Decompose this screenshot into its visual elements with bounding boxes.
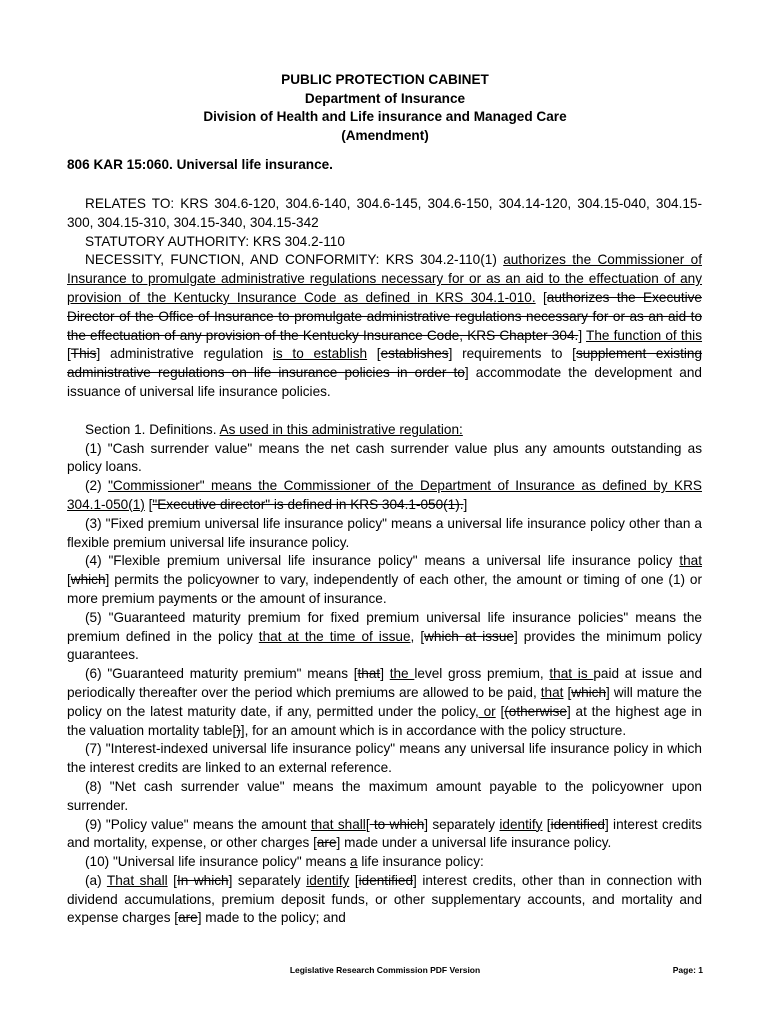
text-run: ] requirements to [ bbox=[448, 346, 576, 362]
inserted-text: the bbox=[389, 666, 415, 682]
inserted-text: identify bbox=[499, 816, 543, 832]
text-run: [ bbox=[542, 816, 551, 832]
text-run: [ bbox=[495, 703, 505, 719]
inserted-text: that bbox=[679, 553, 702, 569]
inserted-text: that bbox=[540, 684, 564, 700]
text-run: ] provides the minimum policy guarantees. bbox=[67, 628, 702, 663]
statutory-authority-paragraph: STATUTORY AUTHORITY: KRS 304.2-110 bbox=[85, 233, 345, 249]
text-run: ] at the highest age in the valuation mortality table[ bbox=[67, 703, 702, 738]
text-run: (5) "Guaranteed maturity premium for fixed premium universal life insurance policies" means the premium defined in the policy bbox=[67, 609, 702, 644]
text-run: (a) bbox=[85, 872, 107, 888]
deleted-text: identified bbox=[550, 816, 605, 832]
deleted-text: This bbox=[70, 346, 97, 362]
text-run: [ bbox=[535, 289, 547, 305]
definition-1: (1) "Cash surrender value" means the net cash surrender value plus any amounts outstanding as policy loans. bbox=[67, 440, 702, 475]
deleted-text: to which bbox=[369, 816, 425, 832]
definition-10-a bbox=[67, 872, 702, 928]
text-run: [ bbox=[167, 872, 177, 888]
department-name: Department of Insurance bbox=[304, 90, 466, 106]
deleted-text: identified bbox=[358, 872, 414, 888]
regulation-body bbox=[67, 195, 702, 928]
text-run: life insurance policy: bbox=[357, 854, 484, 870]
deleted-text: ) bbox=[236, 722, 241, 738]
definition-3: (3) "Fixed premium universal life insurance policy" means a universal life insurance policy other than a flexible premium universal life insurance policy. bbox=[67, 515, 702, 550]
definition-8: (8) "Net cash surrender value" means the maximum amount payable to the policyowner upon surrender. bbox=[67, 778, 702, 813]
deleted-text: authorizes the Executive Director of the Office of Insurance to promulgate administrative regulations necessary for or as an aid to the effectuation of any provision of the Kentucky Insurance Code, KRS Chapter 304. bbox=[67, 289, 702, 343]
footer-source: Legislative Research Commission PDF Version bbox=[289, 965, 481, 975]
inserted-text: , or bbox=[475, 703, 496, 719]
text-run: ] accommodate the development and issuance of universal life insurance policies. bbox=[67, 365, 702, 399]
text-run: (6) "Guaranteed maturity premium" means [ bbox=[85, 666, 358, 682]
text-run: (10) "Universal life insurance policy" means bbox=[85, 854, 351, 870]
text-run: ] made to the policy; and bbox=[197, 910, 346, 926]
page-number: Page: 1 bbox=[672, 965, 703, 975]
text-run: (2) bbox=[85, 478, 109, 494]
definition-5 bbox=[67, 609, 702, 665]
deleted-text: which bbox=[571, 684, 607, 700]
deleted-text: In which bbox=[176, 872, 229, 888]
deleted-text: "Executive director" is defined in KRS 304.1-050(1). bbox=[152, 496, 464, 512]
inserted-text: a bbox=[350, 854, 358, 870]
relates-to-paragraph: RELATES TO: KRS 304.6-120, 304.6-140, 304.6-145, 304.6-150, 304.14-120, 304.15-040, 304.15-300, 304.15-310, 304.15-340, 304.15-342 bbox=[67, 196, 702, 230]
definition-9 bbox=[67, 816, 702, 854]
text-run: NECESSITY, FUNCTION, AND CONFORMITY: KRS 304.2-110(1) bbox=[85, 252, 504, 268]
text-run: ] bbox=[578, 327, 587, 343]
regulation-title: 806 KAR 15:060. Universal life insurance. bbox=[67, 157, 333, 172]
deleted-text: which at issue bbox=[424, 628, 514, 644]
document-header bbox=[0, 71, 770, 145]
text-run: paid at issue and periodically thereafter over the period which premiums are allowed to be paid, bbox=[67, 666, 702, 700]
inserted-text: is to establish bbox=[272, 346, 368, 362]
text-run: [ bbox=[367, 346, 381, 362]
text-run: [ bbox=[349, 872, 359, 888]
inserted-text: that at the time of issue, bbox=[258, 628, 415, 644]
necessity-function-conformity-paragraph bbox=[67, 251, 702, 401]
deleted-text: establishes bbox=[380, 346, 449, 362]
text-run: ], for an amount which is in accordance with the policy structure. bbox=[240, 722, 627, 738]
text-run: [ bbox=[67, 346, 71, 362]
text-run: level gross premium, bbox=[414, 666, 550, 682]
definition-4 bbox=[67, 552, 702, 608]
text-run: ] interest credits, other than in connection with dividend accumulations, premium deposit funds, or other supplementary accounts, and mortality and expense charges [ bbox=[67, 872, 702, 926]
inserted-text: authorizes the Commissioner of Insurance to promulgate administrative regulations necessary for or as an aid to the effectuation of any provision of the Kentucky Insurance Code as defined in KRS 304.1-010. bbox=[67, 252, 702, 305]
cabinet-name: PUBLIC PROTECTION CABINET bbox=[281, 72, 489, 87]
inserted-text: "Commissioner" means the Commissioner of the Department of Insurance as defined by KRS 304.1-050(1) bbox=[67, 478, 702, 512]
inserted-text: As used in this administrative regulation: bbox=[219, 421, 463, 437]
definition-2 bbox=[67, 477, 702, 515]
definition-10 bbox=[67, 853, 702, 872]
text-run: ] administrative regulation bbox=[96, 346, 273, 362]
text-run: ] permits the policyowner to vary, independently of each other, the amount or timing of one (1) or more premium payments or the amount of insurance. bbox=[67, 572, 702, 606]
text-run: [ bbox=[67, 572, 71, 588]
inserted-text: identify bbox=[306, 872, 350, 888]
text-run: (9) "Policy value" means the amount bbox=[85, 816, 311, 832]
text-run: [ bbox=[144, 496, 153, 512]
definition-6 bbox=[67, 665, 702, 740]
text-run: ] interest credits and mortality, expense, or other charges [ bbox=[67, 816, 702, 851]
text-run: (4) "Flexible premium universal life insurance policy" means a universal life insurance policy bbox=[85, 553, 680, 569]
text-run: Section 1. Definitions. bbox=[85, 421, 220, 437]
deleted-text: that bbox=[357, 666, 381, 682]
text-run: ] made under a universal life insurance policy. bbox=[336, 835, 612, 851]
deleted-text: which bbox=[70, 572, 106, 588]
deleted-text: are bbox=[316, 835, 337, 851]
text-run: ] bbox=[380, 666, 390, 682]
amendment-label: (Amendment) bbox=[341, 127, 429, 143]
text-run: [ bbox=[365, 816, 370, 832]
deleted-text: (otherwise bbox=[504, 703, 567, 719]
text-run: [ bbox=[414, 628, 425, 644]
inserted-text: That shall bbox=[106, 872, 168, 888]
text-run: ] separately bbox=[228, 872, 307, 888]
deleted-text: are bbox=[178, 910, 198, 926]
section-1-heading bbox=[67, 421, 702, 440]
text-run: ] bbox=[463, 496, 468, 512]
inserted-text: that is bbox=[549, 666, 594, 682]
text-run: ] will mature the policy on the latest maturity date, if any, permitted under the policy bbox=[67, 684, 702, 719]
definition-7: (7) "Interest-indexed universal life insurance policy" means any universal life insurance policy in which the interest credits are linked to an external reference. bbox=[67, 741, 702, 776]
division-name: Division of Health and Life insurance and Managed Care bbox=[203, 109, 567, 124]
deleted-text: supplement existing administrative regulations on life insurance policies in order to bbox=[67, 346, 703, 381]
text-run: [ bbox=[563, 684, 572, 700]
text-run: ] separately bbox=[424, 816, 500, 832]
inserted-text: that shall bbox=[310, 816, 366, 832]
inserted-text: The function of this bbox=[586, 327, 703, 343]
